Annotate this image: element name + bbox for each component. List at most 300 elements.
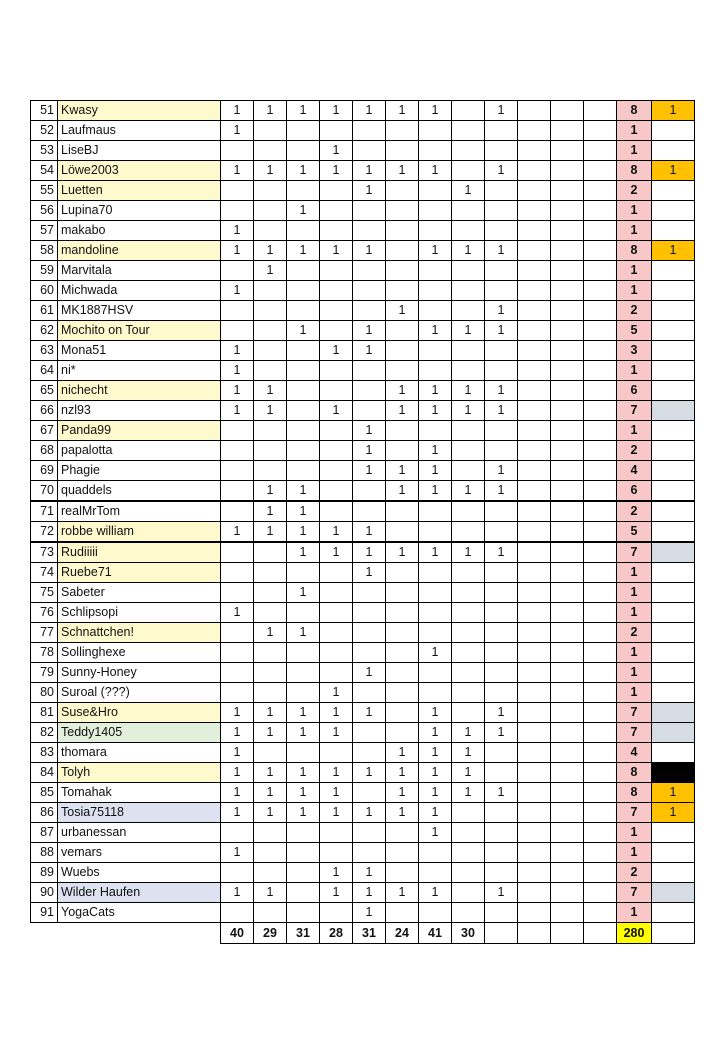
- tally-cell: [287, 603, 320, 623]
- tally-cell: 1: [353, 703, 386, 723]
- tally-cell: [452, 121, 485, 141]
- participants-table: [30, 100, 695, 944]
- tally-cell: [287, 281, 320, 301]
- tally-cell: [452, 663, 485, 683]
- bonus-cell: [652, 763, 695, 783]
- row-total: 1: [617, 583, 652, 603]
- table-row: [31, 643, 695, 663]
- tally-cell: [452, 501, 485, 522]
- tally-cell: [485, 563, 518, 583]
- tally-cell: [551, 141, 584, 161]
- bonus-cell: [652, 321, 695, 341]
- tally-cell: 1: [254, 703, 287, 723]
- tally-cell: [584, 181, 617, 201]
- bonus-cell: [652, 261, 695, 281]
- tally-cell: [287, 401, 320, 421]
- tally-cell: 1: [221, 161, 254, 181]
- row-number: 58: [31, 241, 58, 261]
- tally-cell: [353, 783, 386, 803]
- tally-cell: 1: [353, 542, 386, 563]
- tally-cell: 1: [287, 542, 320, 563]
- table-row: [31, 141, 695, 161]
- row-number: 63: [31, 341, 58, 361]
- tally-cell: 1: [221, 603, 254, 623]
- participant-name: Mochito on Tour: [58, 321, 221, 341]
- column-total: 41: [419, 923, 452, 944]
- tally-cell: 1: [419, 783, 452, 803]
- tally-cell: [254, 583, 287, 603]
- tally-cell: [419, 522, 452, 543]
- tally-cell: [221, 542, 254, 563]
- tally-cell: [584, 883, 617, 903]
- table-row: [31, 763, 695, 783]
- tally-cell: [551, 121, 584, 141]
- column-total: [518, 923, 551, 944]
- tally-cell: 1: [221, 843, 254, 863]
- tally-cell: 1: [353, 883, 386, 903]
- bonus-cell: [652, 501, 695, 522]
- participant-name: Marvitala: [58, 261, 221, 281]
- tally-cell: [320, 643, 353, 663]
- row-number: 79: [31, 663, 58, 683]
- tally-cell: [551, 863, 584, 883]
- table-row: [31, 401, 695, 421]
- tally-cell: 1: [287, 481, 320, 502]
- tally-cell: [584, 401, 617, 421]
- tally-cell: [254, 863, 287, 883]
- tally-cell: [254, 461, 287, 481]
- row-total: 2: [617, 301, 652, 321]
- tally-cell: [254, 843, 287, 863]
- tally-cell: [353, 401, 386, 421]
- tally-cell: [287, 743, 320, 763]
- bonus-cell: [652, 843, 695, 863]
- row-number: 51: [31, 101, 58, 121]
- row-number: 57: [31, 221, 58, 241]
- table-row: [31, 542, 695, 563]
- tally-cell: 1: [485, 481, 518, 502]
- tally-cell: [452, 221, 485, 241]
- tally-cell: 1: [452, 381, 485, 401]
- tally-cell: 1: [320, 803, 353, 823]
- row-total: 8: [617, 161, 652, 181]
- tally-cell: [320, 361, 353, 381]
- tally-cell: 1: [320, 101, 353, 121]
- bonus-cell: [652, 341, 695, 361]
- tally-cell: [320, 823, 353, 843]
- participant-name: Luetten: [58, 181, 221, 201]
- tally-cell: [287, 903, 320, 923]
- tally-cell: [320, 843, 353, 863]
- tally-cell: 1: [287, 803, 320, 823]
- participant-name: papalotta: [58, 441, 221, 461]
- tally-cell: [419, 201, 452, 221]
- tally-cell: [518, 441, 551, 461]
- table-row: [31, 903, 695, 923]
- tally-cell: 1: [452, 723, 485, 743]
- tally-cell: [584, 221, 617, 241]
- row-number: 55: [31, 181, 58, 201]
- tally-cell: 1: [353, 421, 386, 441]
- bonus-cell: [652, 723, 695, 743]
- tally-cell: [353, 603, 386, 623]
- row-number: 76: [31, 603, 58, 623]
- tally-cell: [518, 481, 551, 502]
- tally-cell: 1: [485, 883, 518, 903]
- tally-cell: [419, 301, 452, 321]
- participant-name: robbe william: [58, 522, 221, 543]
- tally-cell: 1: [386, 743, 419, 763]
- tally-cell: 1: [419, 101, 452, 121]
- tally-cell: 1: [485, 381, 518, 401]
- table-row: [31, 241, 695, 261]
- tally-cell: [518, 281, 551, 301]
- empty-cell: [652, 923, 695, 944]
- tally-cell: [254, 181, 287, 201]
- row-total: 5: [617, 321, 652, 341]
- tally-cell: [485, 803, 518, 823]
- tally-cell: [386, 141, 419, 161]
- tally-cell: [518, 703, 551, 723]
- tally-cell: 1: [419, 883, 452, 903]
- table-row: [31, 101, 695, 121]
- tally-cell: [320, 261, 353, 281]
- tally-cell: 1: [419, 321, 452, 341]
- tally-cell: 1: [287, 201, 320, 221]
- participant-name: Teddy1405: [58, 723, 221, 743]
- tally-cell: [353, 261, 386, 281]
- tally-cell: 1: [254, 723, 287, 743]
- table-row: [31, 481, 695, 502]
- tally-cell: 1: [221, 101, 254, 121]
- tally-cell: [518, 843, 551, 863]
- tally-cell: [221, 321, 254, 341]
- row-number: 67: [31, 421, 58, 441]
- tally-cell: [320, 301, 353, 321]
- table-row: [31, 421, 695, 441]
- tally-cell: 1: [320, 683, 353, 703]
- tally-cell: 1: [452, 743, 485, 763]
- row-total: 6: [617, 381, 652, 401]
- tally-cell: [419, 843, 452, 863]
- tally-cell: [221, 201, 254, 221]
- tally-cell: [551, 341, 584, 361]
- tally-cell: [386, 522, 419, 543]
- tally-cell: 1: [254, 261, 287, 281]
- tally-cell: [320, 321, 353, 341]
- tally-cell: [452, 803, 485, 823]
- table-row: [31, 603, 695, 623]
- row-total: 7: [617, 803, 652, 823]
- tally-cell: [320, 623, 353, 643]
- row-number: 89: [31, 863, 58, 883]
- tally-cell: 1: [419, 703, 452, 723]
- tally-cell: [551, 441, 584, 461]
- tally-cell: [551, 281, 584, 301]
- tally-cell: 1: [353, 441, 386, 461]
- table-row: [31, 663, 695, 683]
- tally-cell: [551, 542, 584, 563]
- tally-cell: [254, 201, 287, 221]
- tally-cell: [221, 501, 254, 522]
- column-total: 31: [353, 923, 386, 944]
- tally-cell: [386, 663, 419, 683]
- tally-cell: 1: [287, 241, 320, 261]
- tally-cell: [584, 723, 617, 743]
- tally-cell: 1: [254, 522, 287, 543]
- tally-cell: [485, 823, 518, 843]
- tally-cell: 1: [419, 381, 452, 401]
- row-number: 87: [31, 823, 58, 843]
- tally-cell: [518, 683, 551, 703]
- tally-cell: [584, 361, 617, 381]
- tally-cell: [518, 803, 551, 823]
- tally-cell: 1: [287, 783, 320, 803]
- tally-cell: [386, 623, 419, 643]
- row-number: 60: [31, 281, 58, 301]
- tally-cell: 1: [485, 301, 518, 321]
- tally-cell: [353, 623, 386, 643]
- row-number: 65: [31, 381, 58, 401]
- tally-cell: [551, 563, 584, 583]
- tally-cell: [419, 623, 452, 643]
- tally-cell: 1: [353, 903, 386, 923]
- tally-cell: [320, 501, 353, 522]
- tally-cell: [287, 823, 320, 843]
- tally-cell: 1: [254, 101, 287, 121]
- tally-cell: 1: [320, 703, 353, 723]
- tally-cell: [386, 643, 419, 663]
- tally-cell: [452, 843, 485, 863]
- column-total: 28: [320, 923, 353, 944]
- tally-cell: [551, 401, 584, 421]
- table-row: [31, 843, 695, 863]
- row-total: 1: [617, 281, 652, 301]
- tally-cell: [584, 501, 617, 522]
- tally-cell: [584, 101, 617, 121]
- tally-cell: [452, 421, 485, 441]
- tally-cell: [551, 301, 584, 321]
- tally-cell: [287, 421, 320, 441]
- row-number: 85: [31, 783, 58, 803]
- tally-cell: [353, 361, 386, 381]
- tally-cell: 1: [419, 542, 452, 563]
- tally-cell: 1: [452, 241, 485, 261]
- tally-cell: 1: [221, 763, 254, 783]
- tally-cell: [419, 281, 452, 301]
- tally-cell: [485, 843, 518, 863]
- column-total: 29: [254, 923, 287, 944]
- tally-cell: [419, 421, 452, 441]
- tally-cell: [386, 341, 419, 361]
- participant-name: Schlipsopi: [58, 603, 221, 623]
- participant-name: Tolyh: [58, 763, 221, 783]
- tally-cell: 1: [320, 542, 353, 563]
- tally-cell: 1: [254, 161, 287, 181]
- tally-cell: [386, 441, 419, 461]
- tally-cell: 1: [287, 501, 320, 522]
- tally-cell: 1: [419, 743, 452, 763]
- tally-cell: [386, 281, 419, 301]
- row-number: 68: [31, 441, 58, 461]
- bonus-cell: [652, 401, 695, 421]
- tally-cell: 1: [452, 481, 485, 502]
- tally-cell: [551, 181, 584, 201]
- tally-cell: [254, 603, 287, 623]
- tally-cell: 1: [320, 723, 353, 743]
- tally-cell: [353, 201, 386, 221]
- tally-cell: [221, 301, 254, 321]
- tally-cell: 1: [320, 401, 353, 421]
- tally-cell: 1: [287, 101, 320, 121]
- tally-cell: [254, 321, 287, 341]
- tally-cell: [221, 663, 254, 683]
- tally-cell: [287, 563, 320, 583]
- tally-cell: [452, 341, 485, 361]
- tally-cell: 1: [320, 883, 353, 903]
- grand-total: 280: [617, 923, 652, 944]
- tally-cell: [584, 783, 617, 803]
- participant-name: Laufmaus: [58, 121, 221, 141]
- tally-cell: 1: [485, 703, 518, 723]
- row-number: 75: [31, 583, 58, 603]
- tally-cell: [518, 663, 551, 683]
- bonus-cell: [652, 121, 695, 141]
- tally-cell: [518, 321, 551, 341]
- tally-cell: [452, 603, 485, 623]
- tally-cell: 1: [254, 803, 287, 823]
- tally-cell: [452, 141, 485, 161]
- tally-cell: 1: [254, 883, 287, 903]
- participant-name: YogaCats: [58, 903, 221, 923]
- tally-cell: [518, 542, 551, 563]
- tally-cell: [485, 763, 518, 783]
- table-row: [31, 201, 695, 221]
- tally-cell: [551, 161, 584, 181]
- tally-cell: 1: [419, 481, 452, 502]
- tally-cell: [386, 703, 419, 723]
- tally-cell: [287, 121, 320, 141]
- tally-cell: [518, 341, 551, 361]
- tally-cell: [584, 341, 617, 361]
- column-total: [551, 923, 584, 944]
- participant-name: quaddels: [58, 481, 221, 502]
- tally-cell: [551, 843, 584, 863]
- tally-cell: 1: [320, 522, 353, 543]
- tally-cell: [518, 883, 551, 903]
- participant-name: Ruebe71: [58, 563, 221, 583]
- table-row: [31, 461, 695, 481]
- tally-cell: [287, 643, 320, 663]
- tally-cell: [287, 683, 320, 703]
- tally-cell: [221, 823, 254, 843]
- tally-cell: 1: [287, 703, 320, 723]
- tally-cell: [518, 522, 551, 543]
- tally-cell: 1: [353, 101, 386, 121]
- tally-cell: [452, 522, 485, 543]
- participant-name: LiseBJ: [58, 141, 221, 161]
- tally-cell: [221, 461, 254, 481]
- participant-name: nzl93: [58, 401, 221, 421]
- tally-cell: [452, 623, 485, 643]
- tally-cell: 1: [254, 763, 287, 783]
- tally-cell: 1: [254, 623, 287, 643]
- tally-cell: [551, 623, 584, 643]
- tally-cell: 1: [419, 161, 452, 181]
- tally-cell: 1: [386, 803, 419, 823]
- tally-cell: [485, 643, 518, 663]
- row-number: 62: [31, 321, 58, 341]
- tally-cell: [485, 201, 518, 221]
- row-number: 66: [31, 401, 58, 421]
- row-number: 53: [31, 141, 58, 161]
- tally-cell: 1: [353, 341, 386, 361]
- tally-cell: [221, 441, 254, 461]
- tally-cell: [551, 241, 584, 261]
- table-row: [31, 341, 695, 361]
- tally-cell: [353, 141, 386, 161]
- tally-cell: [452, 101, 485, 121]
- participant-name: Sunny-Honey: [58, 663, 221, 683]
- participant-name: Schnattchen!: [58, 623, 221, 643]
- row-total: 7: [617, 883, 652, 903]
- tally-cell: 1: [221, 281, 254, 301]
- tally-cell: [551, 803, 584, 823]
- tally-cell: 1: [386, 401, 419, 421]
- tally-cell: [419, 563, 452, 583]
- tally-cell: [287, 301, 320, 321]
- tally-cell: [584, 903, 617, 923]
- empty-cell: [58, 923, 221, 944]
- tally-cell: [221, 863, 254, 883]
- row-total: 1: [617, 683, 652, 703]
- row-total: 1: [617, 563, 652, 583]
- tally-cell: 1: [452, 783, 485, 803]
- tally-cell: [353, 381, 386, 401]
- row-total: 5: [617, 522, 652, 543]
- tally-cell: [584, 241, 617, 261]
- table-row: [31, 823, 695, 843]
- row-number: 78: [31, 643, 58, 663]
- tally-cell: [452, 361, 485, 381]
- bonus-cell: [652, 141, 695, 161]
- tally-cell: 1: [485, 321, 518, 341]
- tally-cell: [452, 703, 485, 723]
- tally-cell: [386, 843, 419, 863]
- tally-cell: 1: [419, 723, 452, 743]
- tally-cell: [485, 281, 518, 301]
- tally-cell: [287, 863, 320, 883]
- table-row: [31, 281, 695, 301]
- tally-cell: [584, 843, 617, 863]
- tally-cell: [386, 361, 419, 381]
- tally-cell: [386, 181, 419, 201]
- tally-cell: [485, 683, 518, 703]
- tally-cell: [551, 321, 584, 341]
- tally-cell: [254, 743, 287, 763]
- tally-cell: [518, 181, 551, 201]
- tally-cell: [221, 683, 254, 703]
- tally-cell: 1: [386, 381, 419, 401]
- tally-cell: [452, 161, 485, 181]
- bonus-cell: [652, 863, 695, 883]
- tally-cell: [452, 903, 485, 923]
- tally-cell: [551, 663, 584, 683]
- tally-cell: [419, 341, 452, 361]
- tally-cell: [287, 341, 320, 361]
- tally-cell: 1: [419, 441, 452, 461]
- tally-cell: [518, 161, 551, 181]
